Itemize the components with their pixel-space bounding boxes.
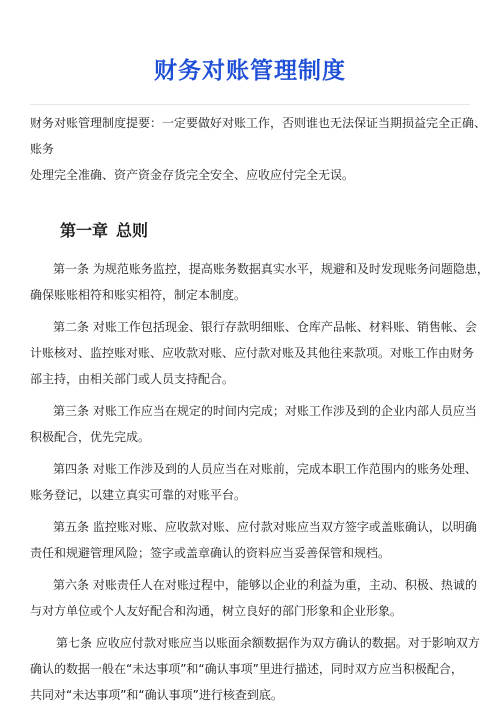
summary-line: 财务对账管理制度提要：一定要做好对账工作，否则谁也无法保证当期损益完全正确、 (30, 116, 487, 130)
article-paragraph (30, 514, 477, 566)
article-paragraph (30, 572, 477, 624)
chapter-number: 第一章 (60, 221, 109, 240)
article-line: 第一条 为规范账务监控，提高账务数据真实水平，规避和及时发现账务问题隐患， (53, 262, 489, 276)
article-line: 第六条 对账责任人在对账过程中，能够以企业的利益为重，主动、积极、热诚的 (53, 578, 477, 592)
article-line: 积极配合，优先完成。 (30, 430, 151, 444)
article-line: 第五条 监控账对账、应收款对账、应付款对账应当双方签字或盖账确认，以明确 (53, 520, 477, 534)
article-paragraph (30, 256, 489, 308)
article-line: 账务登记，以建立真实可靠的对账平台。 (30, 488, 247, 502)
article-line: 第七条 应收应付款对账应当以账面余额数据作为双方确认的数据。对于影响双方 (56, 636, 480, 650)
article-line: 责任和规避管理风险；签字或盖章确认的资料应当妥善保管和规档。 (30, 546, 391, 560)
article-line: 第四条 对账工作涉及到的人员应当在对账前，完成本职工作范围内的账务处理、 (53, 462, 477, 476)
article-line: 计账核对、监控账对账、应收款对账、应付款对账及其他往来款项。对账工作由财务 (30, 346, 475, 360)
article-paragraph (30, 314, 477, 392)
article-line: 确认的数据一般在“未达事项”和“确认事项”里进行描述，同时双方应当积极配合， (30, 662, 463, 676)
chapter-heading (60, 219, 148, 243)
article-line: 第三条 对账工作应当在规定的时间内完成；对账工作涉及到的企业内部人员应当 (53, 404, 477, 418)
article-paragraph (30, 456, 477, 508)
summary-line: 账务 (30, 142, 55, 156)
article-line: 共同对“未达事项”和“确认事项”进行核查到底。 (30, 688, 283, 702)
article-line: 确保账账相符和账实相符，制定本制度。 (30, 288, 247, 302)
article-line: 部主持，由相关部门或人员支持配合。 (30, 372, 235, 386)
article-paragraph (30, 630, 480, 708)
article-line: 第二条 对账工作包括现金、银行存款明细账、仓库产品帐、材料账、销售帐、会 (53, 320, 477, 334)
articles-list (30, 256, 489, 708)
article-line: 与对方单位或个人友好配合和沟通，树立良好的部门形象和企业形象。 (30, 604, 403, 618)
summary-line: 处理完全准确、资产资金存货完全安全、应收应付完全无误。 (30, 168, 355, 182)
chapter-name: 总则 (116, 221, 149, 240)
title-divider (30, 104, 470, 105)
document-title: 财务对账管理制度 (154, 58, 346, 84)
article-paragraph (30, 398, 477, 450)
summary-block (30, 110, 487, 188)
